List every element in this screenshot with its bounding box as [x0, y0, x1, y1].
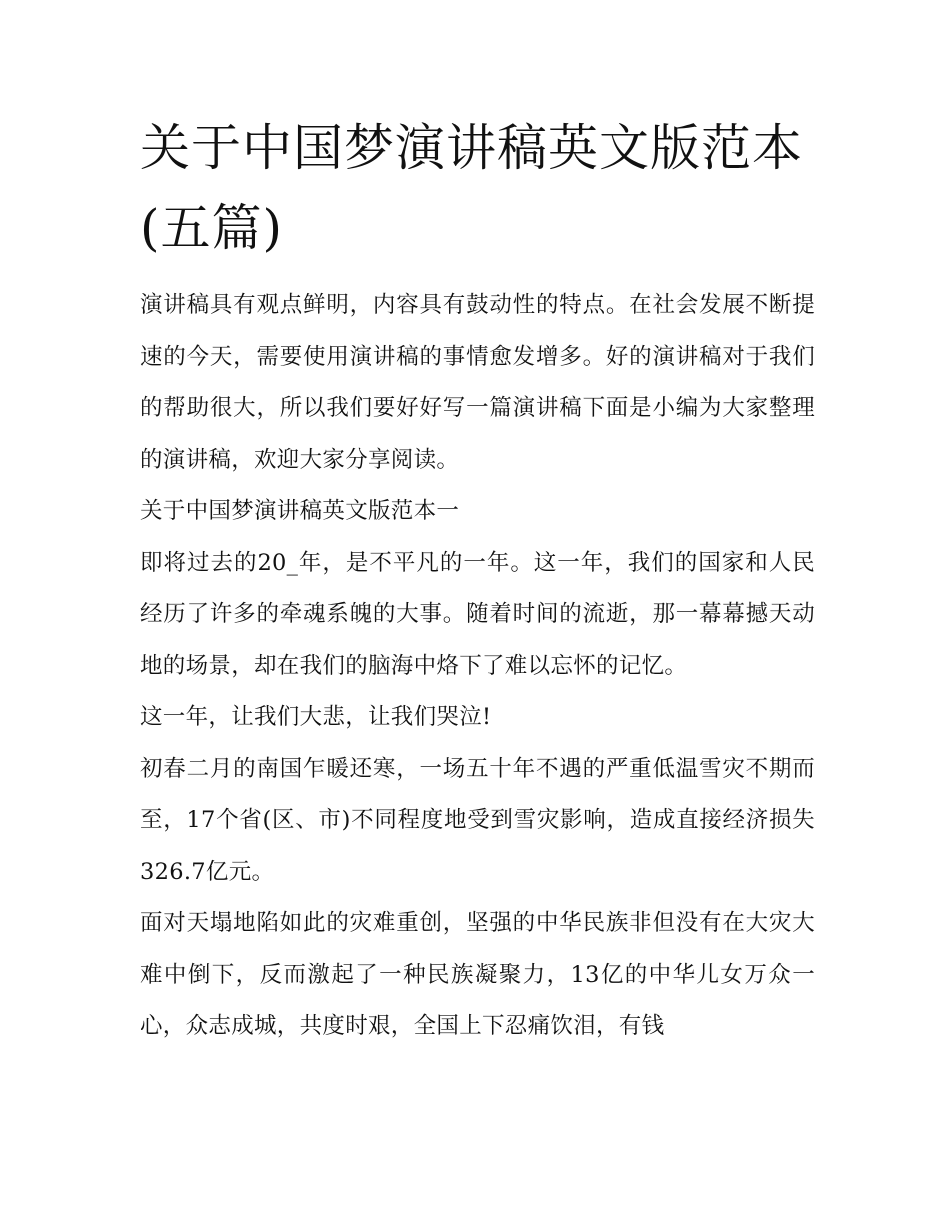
document-title: 关于中国梦演讲稿英文版范本(五篇) [140, 119, 803, 257]
intro-paragraph: 演讲稿具有观点鲜明，内容具有鼓动性的特点。在社会发展不断提速的今天，需要使用演讲稿的事情愈发增多。好的演讲稿对于我们的帮助很大，所以我们要好好写一篇演讲稿下面是小编为大家整理的演讲稿，欢迎大家分享阅读。 [140, 292, 815, 473]
body-paragraph: 初春二月的南国乍暖还寒，一场五十年不遇的严重低温雪灾不期而至，17个省(区、市)不同程度地受到雪灾影响，造成直接经济损失326.7亿元。 [140, 755, 815, 885]
body-paragraph: 面对天塌地陷如此的灾难重创，坚强的中华民族非但没有在大灾大难中倒下，反而激起了一种民族凝聚力，13亿的中华儿女万众一心，众志成城，共度时艰，全国上下忍痛饮泪，有钱 [140, 910, 815, 1039]
section-heading: 关于中国梦演讲稿英文版范本一 [140, 498, 460, 524]
body-paragraph: 即将过去的20_年，是不平凡的一年。这一年，我们的国家和人民经历了许多的牵魂系魄的大事。随着时间的流逝，那一幕幕撼天动地的场景，却在我们的脑海中烙下了难以忘怀的记忆。 [140, 549, 815, 679]
document-body [140, 280, 815, 1053]
document-page [140, 108, 815, 1053]
body-paragraph: 这一年，让我们大悲，让我们哭泣! [140, 704, 492, 730]
